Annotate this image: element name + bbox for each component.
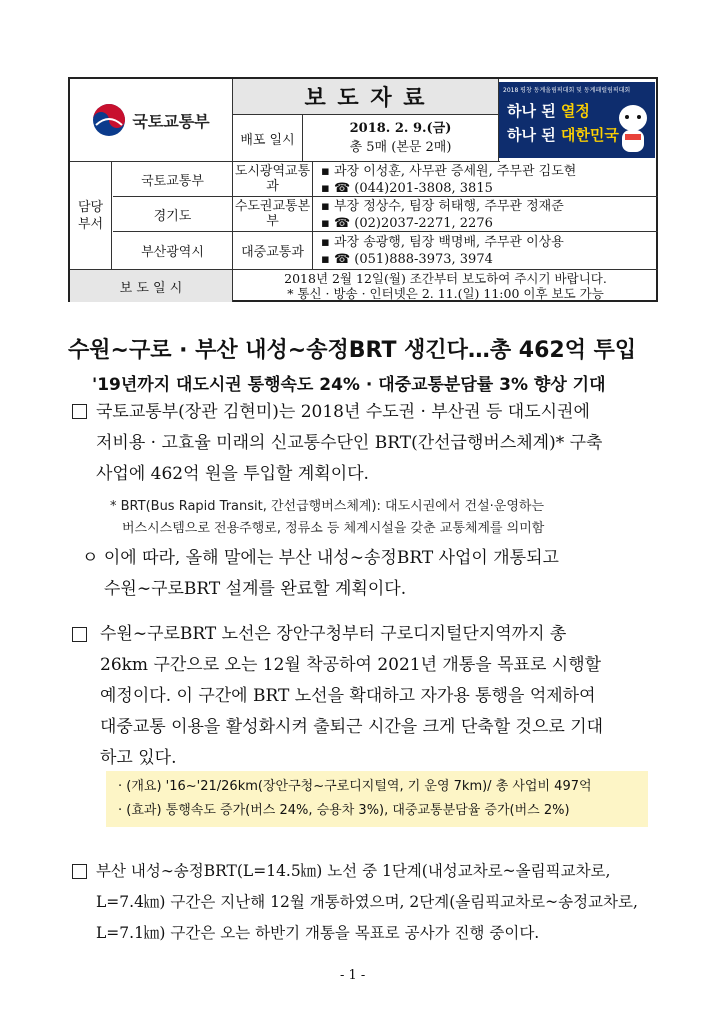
distribution-label: 배포 일시: [240, 132, 295, 148]
distribution-date: 2018. 2. 9.(금): [349, 121, 452, 136]
ministry-logo-cell: [70, 79, 232, 161]
sub-bullet-1: ㅇ 이에 따라, 올해 말에는 부산 내성∼송정BRT 사업이 개통되고 수원∼구로BRT 설계를 완료할 계획이다.: [82, 548, 559, 599]
contact-org-3: 부산광역시: [113, 232, 233, 269]
embargo-label: 보 도 일 시: [119, 280, 183, 296]
press-release-title: 보 도 자 료: [304, 86, 427, 111]
ministry-name: 국토교통부: [132, 111, 210, 131]
contact-dept-2: 수도권교통본부: [233, 197, 313, 232]
contact-org-1: 국토교통부: [113, 162, 233, 197]
dept-label-cell: [70, 162, 112, 269]
contact-org-2: 경기도: [113, 197, 233, 232]
embargo-info-cell: [233, 270, 658, 302]
contact-info-2: ▪ 부장 정상수, 팀장 허태행, 주무관 정재준 ▪ ☎ (02)2037-2271, 2276: [313, 197, 658, 232]
embargo-line-1: 2018년 2월 12일(월) 조간부터 보도하여 주시기 바랍니다.: [284, 271, 607, 286]
footnote: * BRT(Bus Rapid Transit, 간선급행버스체계): 대도시권에서 건설·운영하는 버스시스템으로 전용주행로, 정류소 등 체계시설을 갖춘 교통체계를 의미함: [110, 499, 545, 536]
banner-top-text: 2018 평창 동계올림픽대회 및 동계패럴림픽대회: [503, 87, 631, 94]
embargo-line-2: * 통신 · 방송 · 인터넷은 2. 11.(일) 11:00 이후 보도 가능: [287, 286, 604, 301]
contact-info-1: ▪ 과장 이성훈, 사무관 증세원, 주무관 김도현 ▪ ☎ (044)201-3808, 3815: [313, 162, 658, 197]
contact-dept-1: 도시광역교통과: [233, 162, 313, 197]
summary-box: · (개요) '16~'21/26km(장안구청~구로디지털역, 기 운영 7km)/ 총 사업비 497억 · (효과) 통행속도 증가(버스 24%, 승용차 3%), 대중교통분담율 증가(버스 2%): [106, 771, 648, 827]
dept-label: 담당 부서: [77, 199, 104, 232]
checkbox-bullet-icon: [72, 404, 87, 419]
checkbox-bullet-icon: [72, 864, 87, 879]
distribution-info-cell: [303, 115, 498, 161]
subheadline: '19년까지 대도시권 통행속도 24% · 대중교통분담률 3% 향상 기대: [92, 375, 606, 395]
banner-line-2: 하나 된 대한민국: [507, 126, 619, 144]
distribution-label-cell: [233, 115, 303, 161]
press-release-title-cell: [233, 79, 498, 115]
headline: 수원~구로 · 부산 내성~송정BRT 생긴다…총 462억 투입: [68, 338, 637, 363]
mascot-icon: [613, 100, 653, 156]
page-number: - 1 -: [340, 968, 366, 983]
ministry-emblem-icon: [92, 103, 126, 137]
contact-dept-3: 대중교통과: [233, 232, 313, 269]
banner-line-1: 하나 된 열정: [507, 102, 590, 120]
page-count: 총 5매 (본문 2매): [349, 140, 452, 155]
contact-info-3: ▪ 과장 송광행, 팀장 백명배, 주무관 이상용 ▪ ☎ (051)888-3973, 3974: [321, 235, 564, 267]
olympic-banner: [499, 82, 655, 158]
paragraph-3: 부산 내성∼송정BRT(L=14.5㎞) 노선 중 1단계(내성교차로~올림픽교차로, L=7.4㎞) 구간은 지난해 12월 개통하였으며, 2단계(올림픽교차로~송정교차로, L=7.1㎞) 구간은 오는 하반기 개통을 목표로 공사가 진행 중이다.: [96, 862, 638, 942]
embargo-label-cell: [70, 270, 233, 302]
paragraph-1: 국토교통부(장관 김현미)는 2018년 수도권 · 부산권 등 대도시권에 저비용 · 고효율 미래의 신교통수단인 BRT(간선급행버스체계)* 구축 사업에 462억 원을 투입할 계획이다.: [96, 402, 603, 484]
paragraph-2: 수원∼구로BRT 노선은 장안구청부터 구로디지털단지역까지 총 26km 구간으로 오는 12월 착공하여 2021년 개통을 목표로 시행할 예정이다. 이 구간에 BRT 노선을 확대하고 자가용 통행을 억제하여 대중교통 이용을 활성화시켜 출퇴근 시간을 크게 단축할 것으로 기대 하고 있다.: [100, 624, 604, 768]
checkbox-bullet-icon: [72, 627, 87, 642]
